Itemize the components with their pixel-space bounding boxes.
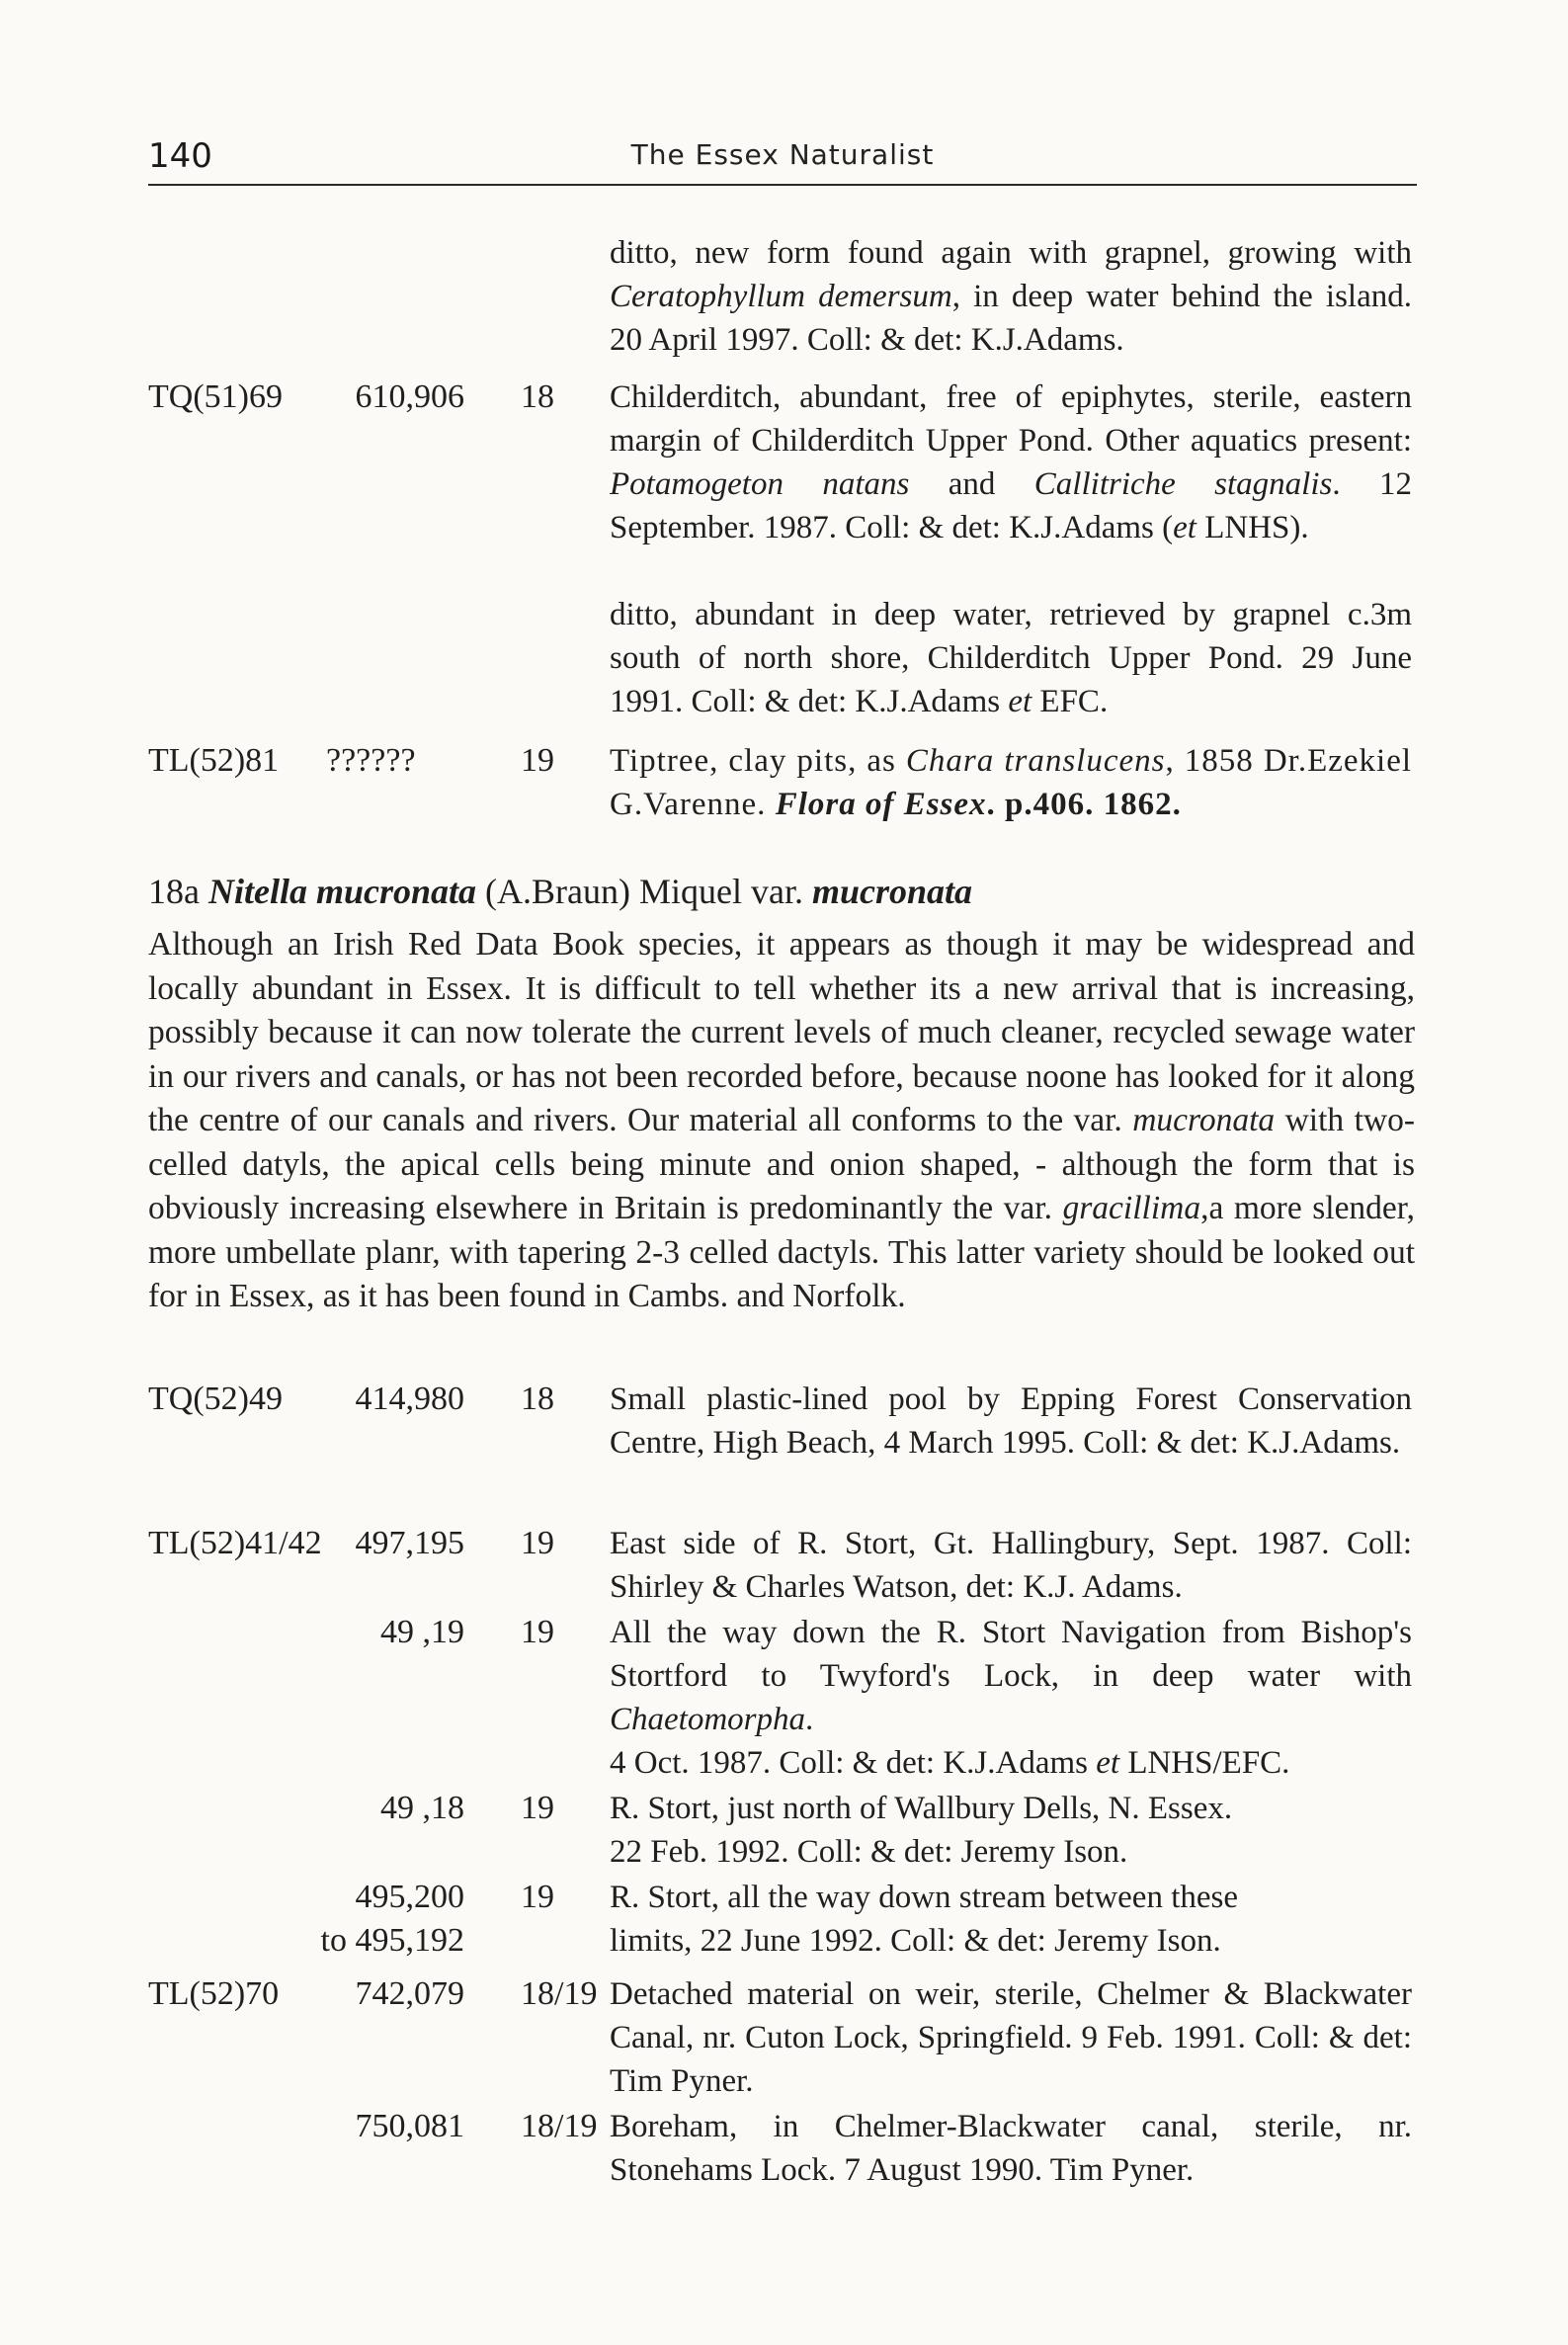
header-rule bbox=[148, 184, 1417, 186]
book-title: Flora of Essex bbox=[775, 787, 987, 822]
species-number: 18a bbox=[148, 872, 208, 911]
record-text-part: Tiptree, clay pits, as bbox=[610, 743, 906, 779]
record-text bbox=[610, 593, 1412, 723]
record-text bbox=[610, 376, 1412, 549]
page-header bbox=[148, 136, 1417, 184]
vice-county: 19 bbox=[521, 1614, 554, 1650]
record-text: Boreham, in Chelmer-Blackwater canal, sterile, nr. Stonehams Lock. 7 August 1990. Tim Pyner. bbox=[610, 2109, 1412, 2188]
grid-ref: 49 ,18 bbox=[380, 1790, 464, 1826]
et-label: et bbox=[1173, 510, 1197, 545]
record-text bbox=[610, 231, 1412, 362]
record-text-part: LNHS). bbox=[1196, 510, 1309, 545]
record-text: Detached material on weir, sterile, Chelmer & Blackwater Canal, nr. Cuton Lock, Springfield. 9 Feb. 1991. Coll: & det: Tim Pyner. bbox=[610, 1976, 1412, 2099]
species-name: Nitella mucronata bbox=[207, 872, 477, 911]
vice-county: 19 bbox=[521, 742, 554, 779]
record-text: East side of R. Stort, Gt. Hallingbury, Sept. 1987. Coll: Shirley & Charles Watson, det: K.J. Adams. bbox=[610, 1526, 1412, 1605]
record-text-part: ditto, abundant in deep water, retrieved by grapnel c.3m south of north shore, Childerditch Upper Pond. 29 June 1991. Coll: & det: K.J.Adams bbox=[610, 597, 1412, 719]
taxon-name: Chara translucens bbox=[905, 743, 1166, 779]
record-text: R. Stort, just north of Wallbury Dells, N. Essex. bbox=[610, 1791, 1233, 1826]
grid-ref: 750,081 bbox=[355, 2108, 464, 2144]
grid-ref-range-end: to 495,192 bbox=[320, 1922, 464, 1959]
grid-ref: ?????? bbox=[326, 742, 416, 779]
record-text-part: All the way down the R. Stort Navigation from Bishop's Stortford to Twyford's Lock, in deep water with bbox=[610, 1615, 1412, 1694]
record-text bbox=[610, 739, 1412, 826]
grid-square: TQ(51)69 bbox=[148, 378, 283, 415]
record-text-part: . 12 September. 1987. Coll: & det: K.J.Adams ( bbox=[610, 466, 1413, 545]
record-text-part: . bbox=[805, 1702, 814, 1737]
vice-county: 19 bbox=[521, 1525, 554, 1561]
vice-county: 18 bbox=[521, 1381, 554, 1417]
record-text-part: 4 Oct. 1987. Coll: & det: K.J.Adams bbox=[610, 1745, 1097, 1781]
record-text: Small plastic-lined pool by Epping Forest Conservation Centre, High Beach, 4 March 1995. Coll: & det: K.J.Adams. bbox=[610, 1382, 1412, 1461]
variety-name: gracillima bbox=[1062, 1190, 1201, 1226]
taxon-name: Callitriche stagnalis bbox=[1033, 466, 1333, 502]
taxon-name: Chaetomorpha bbox=[610, 1702, 805, 1737]
grid-ref: 49 ,19 bbox=[380, 1614, 464, 1650]
record-text-part: EFC. bbox=[1032, 684, 1109, 719]
vice-county: 19 bbox=[521, 1879, 554, 1915]
vice-county: 18/19 bbox=[521, 2108, 598, 2144]
et-label: et bbox=[1096, 1745, 1120, 1781]
species-heading bbox=[148, 868, 972, 915]
description-text: Although an Irish Red Data Book species, it appears as though it may be widespread and locally abundant in Essex. It is difficult to tell whether its a new arrival that is increasing, possibly because it can now tolerate the current levels of much cleaner, recycled sewage water in our rivers and canals, or has not been recorded before, because noone has looked for it along the centre of our canals and rivers. Our material all conforms to the var. bbox=[148, 926, 1415, 1138]
grid-ref: 495,200 bbox=[355, 1879, 464, 1915]
taxon-name: Ceratophyllum demersum bbox=[610, 279, 952, 314]
record-text-part: ditto, new form found again with grapnel, growing with bbox=[610, 235, 1412, 271]
grid-square: TL(52)81 bbox=[148, 742, 280, 779]
citation: . p.406. 1862. bbox=[986, 787, 1182, 822]
vice-county: 19 bbox=[521, 1790, 554, 1826]
grid-square: TQ(52)49 bbox=[148, 1381, 283, 1417]
grid-ref: 742,079 bbox=[355, 1975, 464, 2012]
record-text: limits, 22 June 1992. Coll: & det: Jeremy Ison. bbox=[610, 1923, 1221, 1959]
taxon-name: Potamogeton natans bbox=[610, 466, 910, 502]
record-text bbox=[610, 1741, 1412, 1785]
grid-ref: 414,980 bbox=[355, 1381, 464, 1417]
species-authority: (A.Braun) Miquel var. bbox=[476, 872, 812, 911]
record-text-part: , 1858 Dr.Ezekiel G.Varenne. bbox=[610, 743, 1413, 822]
grid-ref: 497,195 bbox=[355, 1525, 464, 1561]
species-description bbox=[148, 923, 1415, 1319]
description-text: ,a more slender, more umbellate planr, with tapering 2-3 celled dactyls. This latter variety should be looked out for in Essex, as it has been found in Cambs. and Norfolk. bbox=[148, 1190, 1415, 1314]
variety-name: mucronata bbox=[811, 872, 972, 911]
journal-title: The Essex Naturalist bbox=[630, 138, 935, 171]
variety-name: mucronata bbox=[1132, 1102, 1276, 1138]
record-text-part: LNHS/EFC. bbox=[1119, 1745, 1290, 1781]
record-text: 22 Feb. 1992. Coll: & det: Jeremy Ison. bbox=[610, 1834, 1128, 1870]
record-text-part: and bbox=[909, 466, 1034, 502]
grid-square: TL(52)70 bbox=[148, 1975, 280, 2012]
grid-ref: 610,906 bbox=[355, 378, 464, 415]
record-text-part: , in deep water behind the island. 20 April 1997. Coll: & det: K.J.Adams. bbox=[610, 279, 1412, 358]
vice-county: 18/19 bbox=[521, 1975, 598, 2012]
record-text bbox=[610, 1611, 1412, 1741]
grid-square: TL(52)41/42 bbox=[148, 1525, 322, 1561]
et-label: et bbox=[1008, 684, 1032, 719]
description-text: with two-celled datyls, the apical cells being minute and onion shaped, - although the form that is obviously increasing elsewhere in Britain is predominantly the var. bbox=[148, 1102, 1415, 1226]
record-text: R. Stort, all the way down stream between these bbox=[610, 1880, 1239, 1915]
page-number: 140 bbox=[148, 136, 212, 176]
vice-county: 18 bbox=[521, 378, 554, 415]
record-text-part: Childerditch, abundant, free of epiphytes, sterile, eastern margin of Childerditch Upper Pond. Other aquatics present: bbox=[610, 379, 1412, 459]
